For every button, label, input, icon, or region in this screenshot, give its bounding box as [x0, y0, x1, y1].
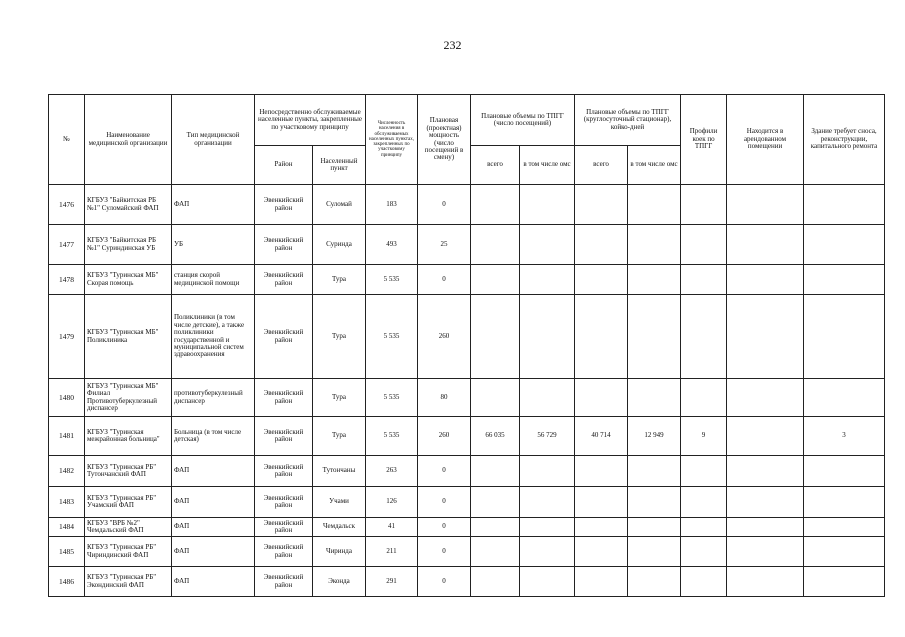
cell-population: 41 — [366, 518, 418, 537]
cell-row-number: 1482 — [49, 456, 85, 487]
cell-org-name: КГБУЗ "Туринская МБ" Филиал Противотуберкулезный диспансер — [85, 379, 172, 417]
cell-district: Эвенкийский район — [255, 185, 313, 225]
cell-district: Эвенкийский район — [255, 379, 313, 417]
cell-district: Эвенкийский район — [255, 487, 313, 518]
cell-hospital-total — [575, 185, 628, 225]
cell-visits-oms — [520, 379, 575, 417]
cell-visits-total — [471, 518, 520, 537]
cell-org-type: ФАП — [172, 567, 255, 597]
cell-visits-oms — [520, 487, 575, 518]
cell-bed-profiles — [681, 487, 727, 518]
header-rented: Находится в арендованном помещении — [727, 95, 804, 185]
cell-org-name: КГБУЗ "Туринская РБ" Учамский ФАП — [85, 487, 172, 518]
cell-population: 211 — [366, 537, 418, 567]
cell-repair-needed — [804, 518, 885, 537]
cell-rented — [727, 487, 804, 518]
cell-bed-profiles — [681, 567, 727, 597]
cell-repair-needed — [804, 487, 885, 518]
table-row — [49, 518, 885, 537]
cell-repair-needed — [804, 567, 885, 597]
cell-rented — [727, 185, 804, 225]
cell-visits-oms — [520, 567, 575, 597]
cell-row-number: 1484 — [49, 518, 85, 537]
header-capacity: Плановая (проектная) мощность (число посещений в смену) — [418, 95, 471, 185]
cell-district: Эвенкийский район — [255, 417, 313, 456]
cell-hospital-total — [575, 487, 628, 518]
table-row — [49, 456, 885, 487]
header-points-group: Непосредственно обслуживаемые населенные пункты, закрепленные по участковому принципу — [255, 95, 366, 146]
cell-visits-total — [471, 567, 520, 597]
cell-org-name: КГБУЗ "ВРБ №2" Чемдальский ФАП — [85, 518, 172, 537]
cell-district: Эвенкийский район — [255, 537, 313, 567]
cell-visits-oms — [520, 225, 575, 265]
cell-bed-profiles — [681, 379, 727, 417]
cell-rented — [727, 567, 804, 597]
cell-row-number: 1481 — [49, 417, 85, 456]
cell-bed-profiles — [681, 518, 727, 537]
cell-population: 5 535 — [366, 417, 418, 456]
cell-hospital-total — [575, 225, 628, 265]
header-population: Численность населения в обслуживаемых населенных пунктах, закрепленных по участковому принципу — [366, 95, 418, 185]
cell-district: Эвенкийский район — [255, 225, 313, 265]
cell-hospital-oms — [628, 265, 681, 295]
cell-capacity: 0 — [418, 456, 471, 487]
cell-visits-oms — [520, 295, 575, 379]
cell-bed-profiles — [681, 456, 727, 487]
table-row — [49, 295, 885, 379]
header-beds: Профили коек по ТПГГ — [681, 95, 727, 185]
cell-visits-total — [471, 456, 520, 487]
cell-org-type: УБ — [172, 225, 255, 265]
cell-row-number: 1480 — [49, 379, 85, 417]
header-hospital-oms: в том числе омс — [628, 146, 681, 185]
cell-capacity: 0 — [418, 185, 471, 225]
cell-population: 126 — [366, 487, 418, 518]
cell-settlement: Чиринда — [313, 537, 366, 567]
cell-repair-needed — [804, 537, 885, 567]
cell-repair-needed — [804, 379, 885, 417]
cell-settlement: Тура — [313, 417, 366, 456]
cell-population: 291 — [366, 567, 418, 597]
cell-repair-needed — [804, 265, 885, 295]
table-row — [49, 487, 885, 518]
cell-visits-total — [471, 379, 520, 417]
cell-bed-profiles — [681, 537, 727, 567]
cell-population: 493 — [366, 225, 418, 265]
cell-rented — [727, 417, 804, 456]
header-num: № — [49, 95, 85, 185]
cell-capacity: 0 — [418, 518, 471, 537]
cell-visits-oms — [520, 456, 575, 487]
cell-capacity: 25 — [418, 225, 471, 265]
cell-hospital-oms: 12 949 — [628, 417, 681, 456]
cell-population: 5 535 — [366, 295, 418, 379]
header-type: Тип медицинской организации — [172, 95, 255, 185]
cell-visits-total — [471, 487, 520, 518]
cell-repair-needed: 3 — [804, 417, 885, 456]
cell-rented — [727, 456, 804, 487]
cell-org-name: КГБУЗ "Байкитская РБ №1" Суриндинская УБ — [85, 225, 172, 265]
cell-rented — [727, 295, 804, 379]
cell-hospital-total — [575, 537, 628, 567]
cell-visits-oms — [520, 185, 575, 225]
cell-repair-needed — [804, 225, 885, 265]
cell-org-type: ФАП — [172, 456, 255, 487]
cell-capacity: 0 — [418, 487, 471, 518]
cell-visits-total — [471, 225, 520, 265]
cell-repair-needed — [804, 185, 885, 225]
cell-visits-total — [471, 537, 520, 567]
cell-visits-oms — [520, 518, 575, 537]
header-org: Наименование медицинской организации — [85, 95, 172, 185]
cell-hospital-oms — [628, 185, 681, 225]
cell-row-number: 1478 — [49, 265, 85, 295]
cell-visits-total — [471, 185, 520, 225]
cell-row-number: 1479 — [49, 295, 85, 379]
cell-org-name: КГБУЗ "Туринская МБ" Поликлиника — [85, 295, 172, 379]
cell-hospital-oms — [628, 225, 681, 265]
cell-hospital-oms — [628, 379, 681, 417]
cell-row-number: 1477 — [49, 225, 85, 265]
cell-org-name: КГБУЗ "Туринская межрайонная больница" — [85, 417, 172, 456]
cell-settlement: Тура — [313, 379, 366, 417]
cell-hospital-oms — [628, 456, 681, 487]
cell-settlement: Учами — [313, 487, 366, 518]
cell-org-type: ФАП — [172, 537, 255, 567]
header-settlement: Населенный пункт — [313, 146, 366, 185]
cell-settlement: Тутончаны — [313, 456, 366, 487]
header-hospital-total: всего — [575, 146, 628, 185]
cell-population: 263 — [366, 456, 418, 487]
cell-settlement: Чемдальск — [313, 518, 366, 537]
header-repair: Здание требует сноса, реконструкции, капитального ремонта — [804, 95, 885, 185]
cell-district: Эвенкийский район — [255, 456, 313, 487]
cell-capacity: 260 — [418, 417, 471, 456]
cell-population: 5 535 — [366, 379, 418, 417]
table-row — [49, 379, 885, 417]
cell-org-type: Больница (в том числе детская) — [172, 417, 255, 456]
cell-org-name: КГБУЗ "Туринская РБ" Тутончанский ФАП — [85, 456, 172, 487]
cell-rented — [727, 265, 804, 295]
cell-rented — [727, 379, 804, 417]
cell-visits-total — [471, 265, 520, 295]
cell-hospital-oms — [628, 295, 681, 379]
cell-hospital-oms — [628, 487, 681, 518]
cell-org-name: КГБУЗ "Туринская МБ" Скорая помощь — [85, 265, 172, 295]
cell-hospital-total — [575, 456, 628, 487]
cell-hospital-oms — [628, 567, 681, 597]
cell-district: Эвенкийский район — [255, 567, 313, 597]
cell-population: 5 535 — [366, 265, 418, 295]
cell-visits-total — [471, 295, 520, 379]
cell-visits-oms — [520, 537, 575, 567]
cell-row-number: 1486 — [49, 567, 85, 597]
header-district: Район — [255, 146, 313, 185]
cell-hospital-total — [575, 518, 628, 537]
cell-row-number: 1483 — [49, 487, 85, 518]
cell-org-name: КГБУЗ "Байкитская РБ №1" Суломайский ФАП — [85, 185, 172, 225]
table-row — [49, 265, 885, 295]
cell-org-name: КГБУЗ "Туринская РБ" Экондинский ФАП — [85, 567, 172, 597]
cell-bed-profiles: 9 — [681, 417, 727, 456]
cell-org-name: КГБУЗ "Туринская РБ" Чириндинский ФАП — [85, 537, 172, 567]
cell-settlement: Тура — [313, 295, 366, 379]
cell-org-type: противотуберкулезный диспансер — [172, 379, 255, 417]
cell-hospital-oms — [628, 537, 681, 567]
cell-org-type: Поликлиники (в том числе детские), а также поликлиники государственной и муниципальной систем здравоохранения — [172, 295, 255, 379]
cell-district: Эвенкийский район — [255, 295, 313, 379]
page-number: 232 — [443, 38, 462, 52]
cell-org-type: ФАП — [172, 185, 255, 225]
cell-capacity: 0 — [418, 537, 471, 567]
header-visits-total: всего — [471, 146, 520, 185]
table-row — [49, 225, 885, 265]
cell-row-number: 1485 — [49, 537, 85, 567]
cell-capacity: 0 — [418, 567, 471, 597]
cell-visits-oms — [520, 265, 575, 295]
cell-org-type: станция скорой медицинской помощи — [172, 265, 255, 295]
facilities-table — [48, 94, 885, 597]
cell-settlement: Эконда — [313, 567, 366, 597]
cell-rented — [727, 537, 804, 567]
cell-hospital-oms — [628, 518, 681, 537]
cell-bed-profiles — [681, 225, 727, 265]
table-row — [49, 567, 885, 597]
cell-settlement: Тура — [313, 265, 366, 295]
cell-row-number: 1476 — [49, 185, 85, 225]
table-row — [49, 537, 885, 567]
cell-hospital-total — [575, 379, 628, 417]
header-tpgg-visits: Плановые объемы по ТПГГ (число посещений) — [471, 95, 575, 146]
cell-capacity: 260 — [418, 295, 471, 379]
cell-hospital-total — [575, 265, 628, 295]
cell-repair-needed — [804, 295, 885, 379]
cell-district: Эвенкийский район — [255, 518, 313, 537]
cell-rented — [727, 518, 804, 537]
cell-settlement: Суломай — [313, 185, 366, 225]
cell-bed-profiles — [681, 295, 727, 379]
cell-bed-profiles — [681, 185, 727, 225]
cell-org-type: ФАП — [172, 518, 255, 537]
cell-bed-profiles — [681, 265, 727, 295]
cell-settlement: Суринда — [313, 225, 366, 265]
cell-population: 183 — [366, 185, 418, 225]
cell-rented — [727, 225, 804, 265]
cell-repair-needed — [804, 456, 885, 487]
cell-district: Эвенкийский район — [255, 265, 313, 295]
cell-org-type: ФАП — [172, 487, 255, 518]
cell-capacity: 80 — [418, 379, 471, 417]
table-row — [49, 185, 885, 225]
cell-hospital-total — [575, 295, 628, 379]
cell-visits-oms: 56 729 — [520, 417, 575, 456]
header-tpgg-hospital: Плановые объемы по ТПГГ (круглосуточный стационар), койко-дней — [575, 95, 681, 146]
cell-hospital-total — [575, 567, 628, 597]
cell-hospital-total: 40 714 — [575, 417, 628, 456]
table-row — [49, 417, 885, 456]
cell-capacity: 0 — [418, 265, 471, 295]
header-visits-oms: в том числе омс — [520, 146, 575, 185]
cell-visits-total: 66 035 — [471, 417, 520, 456]
